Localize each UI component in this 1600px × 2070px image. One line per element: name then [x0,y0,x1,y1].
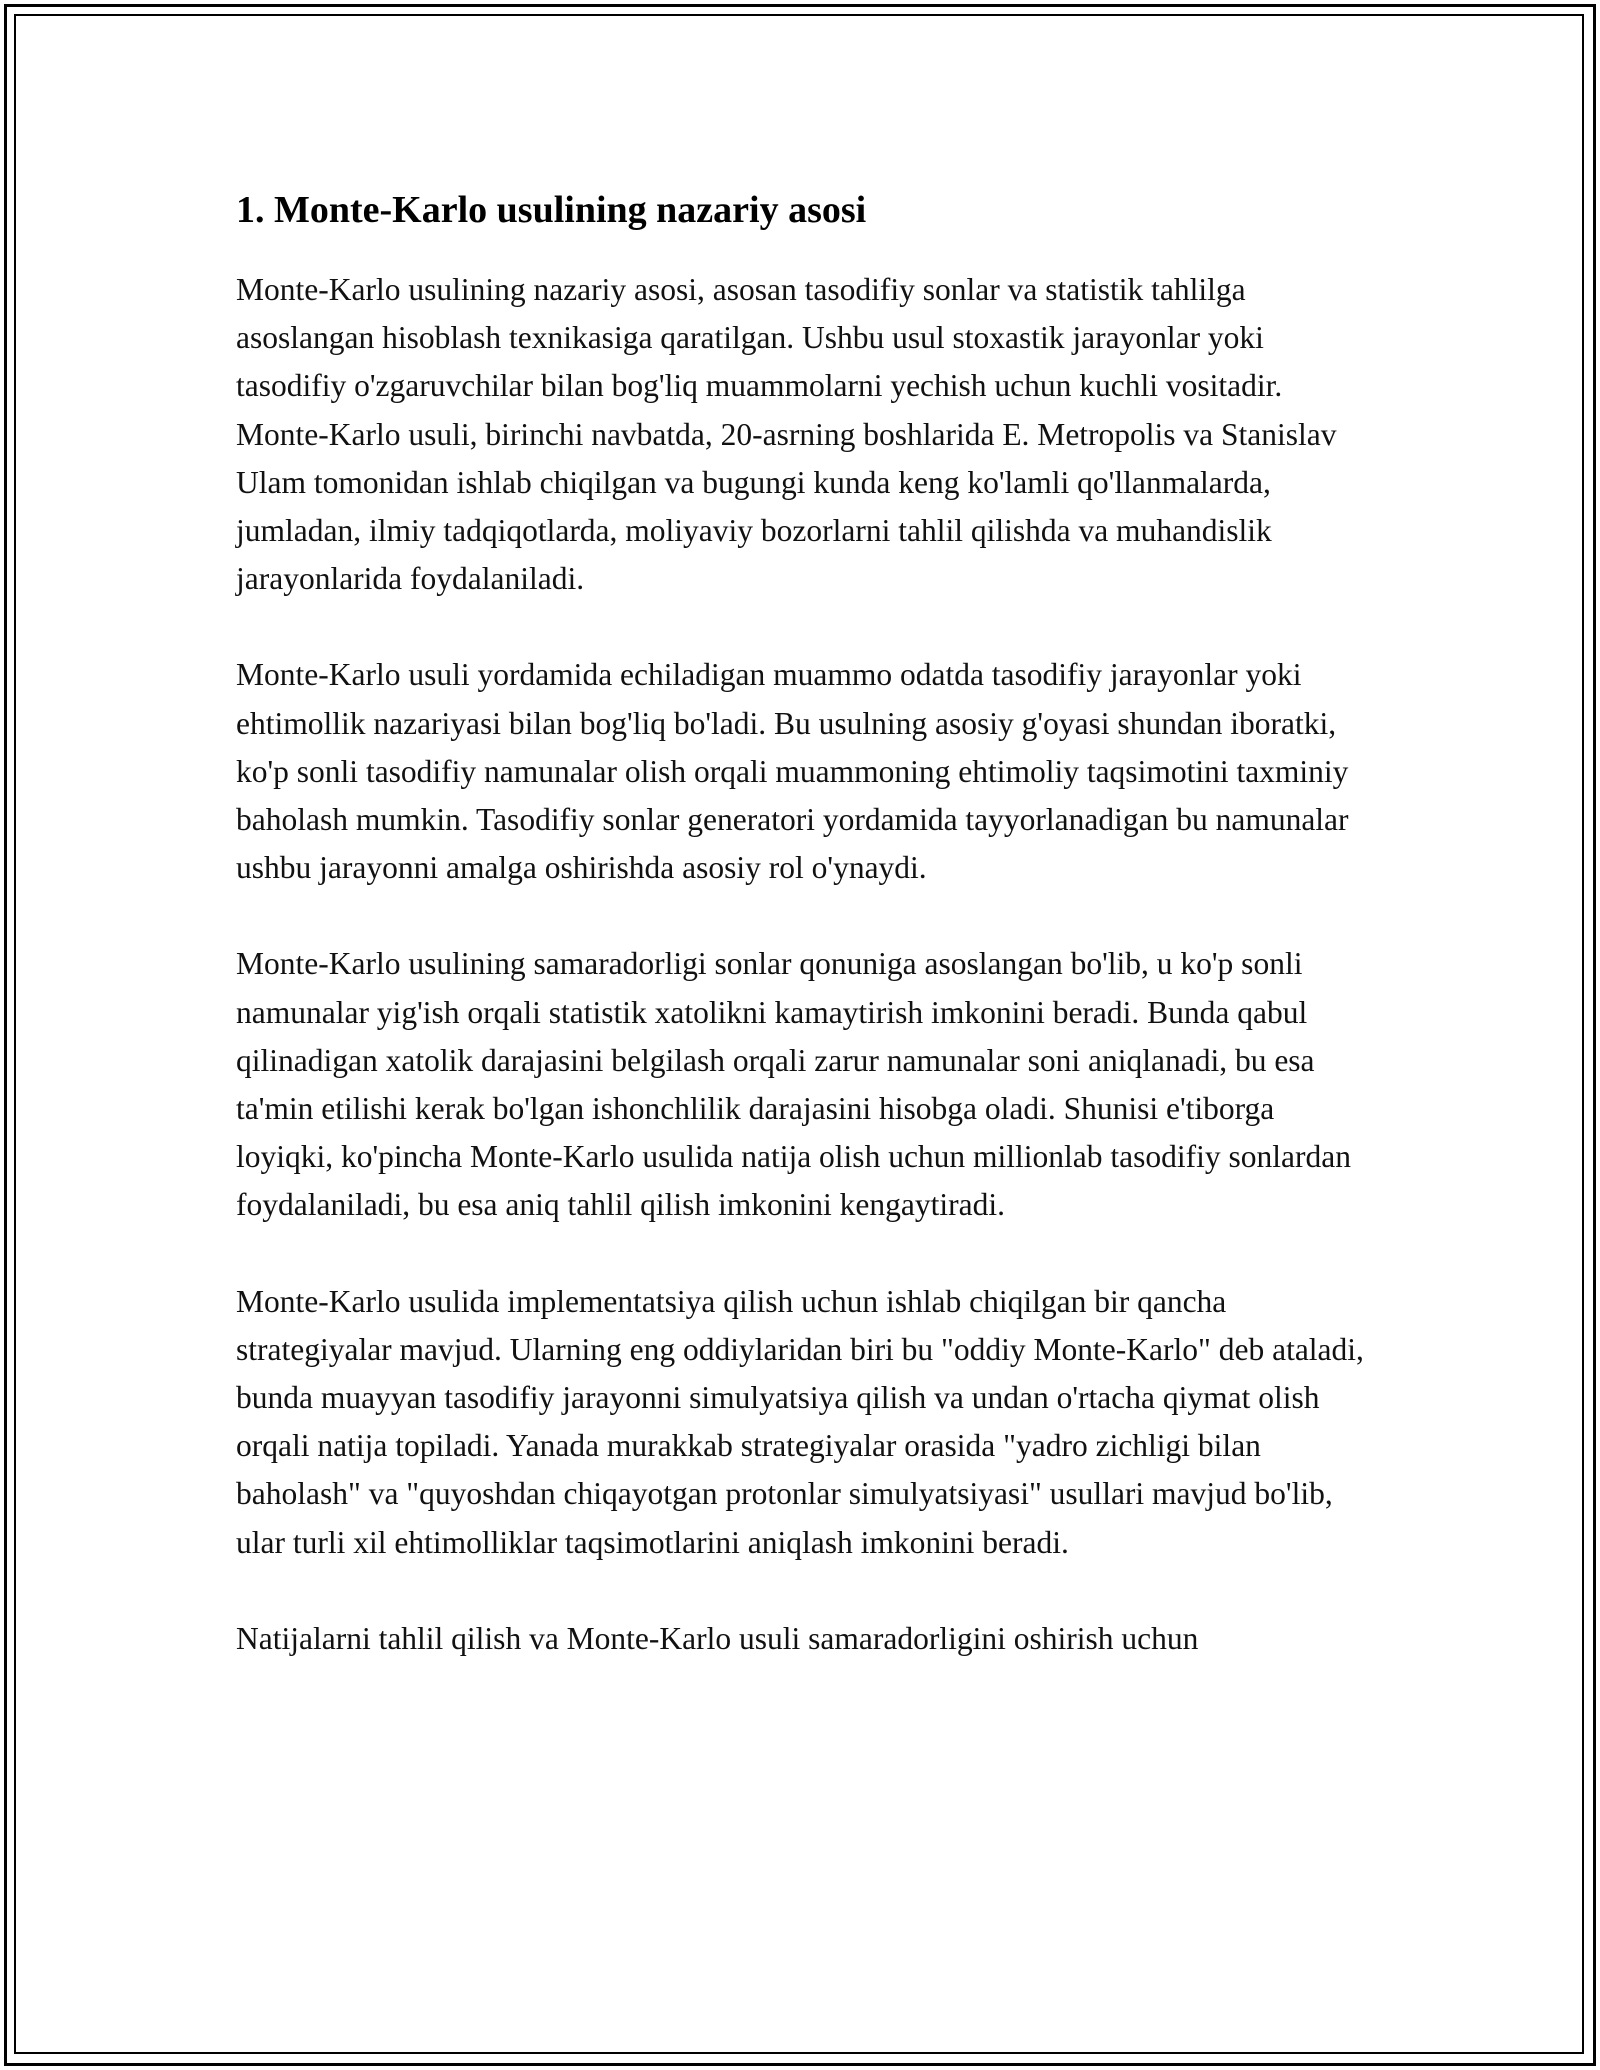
section-heading: 1. Monte-Karlo usulining nazariy asosi [236,189,867,231]
paragraph-3: Monte-Karlo usulining samaradorligi sonlar qonuniga asoslangan bo'lib, u ko'p sonli namunalar yig'ish orqali statistik xatolikni kamaytirish imkonini beradi. Bunda qabul qilinadigan xatolik darajasini belgilash orqali zarur namunalar soni aniqlanadi, bu esa ta'min etilishi kerak bo'lgan ishonchlilik darajasini hisobga oladi. Shunisi e'tiborga loyiqki, ko'pincha Monte-Karlo usulida natija olish uchun millionlab tasodifiy sonlardan foydalaniladi, bu esa aniq tahlil qilish imkonini kengaytiradi. [236,946,1351,1223]
paragraph-2: Monte-Karlo usuli yordamida echiladigan muammo odatda tasodifiy jarayonlar yoki ehtimollik nazariyasi bilan bog'liq bo'ladi. Bu usulning asosiy g'oyasi shundan iboratki, ko'p sonli tasodifiy namunalar olish orqali muammoning ehtimoliy taqsimotini taxminiy baholash mumkin. Tasodifiy sonlar generatori yordamida tayyorlanadigan bu namunalar ushbu jarayonni amalga oshirishda asosiy rol o'ynaydi. [236,657,1349,886]
paragraph-5: Natijalarni tahlil qilish va Monte-Karlo usuli samaradorligini oshirish uchun [236,1620,1199,1656]
paragraph-4: Monte-Karlo usulida implementatsiya qilish uchun ishlab chiqilgan bir qancha strategiyalar mavjud. Ularning eng oddiylaridan biri bu "oddiy Monte-Karlo" deb ataladi, bunda muayyan tasodifiy jarayonni simulyatsiya qilish va undan o'rtacha qiymat olish orqali natija topiladi. Yanada murakkab strategiyalar orasida "yadro zichligi bilan baholash" va "quyoshdan chiqayotgan protonlar simulyatsiyasi" usullari mavjud bo'lib, ular turli xil ehtimolliklar taqsimotlarini aniqlash imkonini beradi. [236,1283,1364,1560]
paragraph-1: Monte-Karlo usulining nazariy asosi, asosan tasodifiy sonlar va statistik tahlilga asoslangan hisoblash texnikasiga qaratilgan. Ushbu usul stoxastik jarayonlar yoki tasodifiy o'zgaruvchilar bilan bog'liq muammolarni yechish uchun kuchli vositadir. Monte-Karlo usuli, birinchi navbatda, 20-asrning boshlarida E. Metropolis va Stanislav Ulam tomonidan ishlab chiqilgan va bugungi kunda keng ko'lamli qo'llanmalarda, jumladan, ilmiy tadqiqotlarda, moliyaviy bozorlarni tahlil qilishda va muhandislik jarayonlarida foydalaniladi. [236,272,1337,597]
document-body [236,186,1366,1711]
